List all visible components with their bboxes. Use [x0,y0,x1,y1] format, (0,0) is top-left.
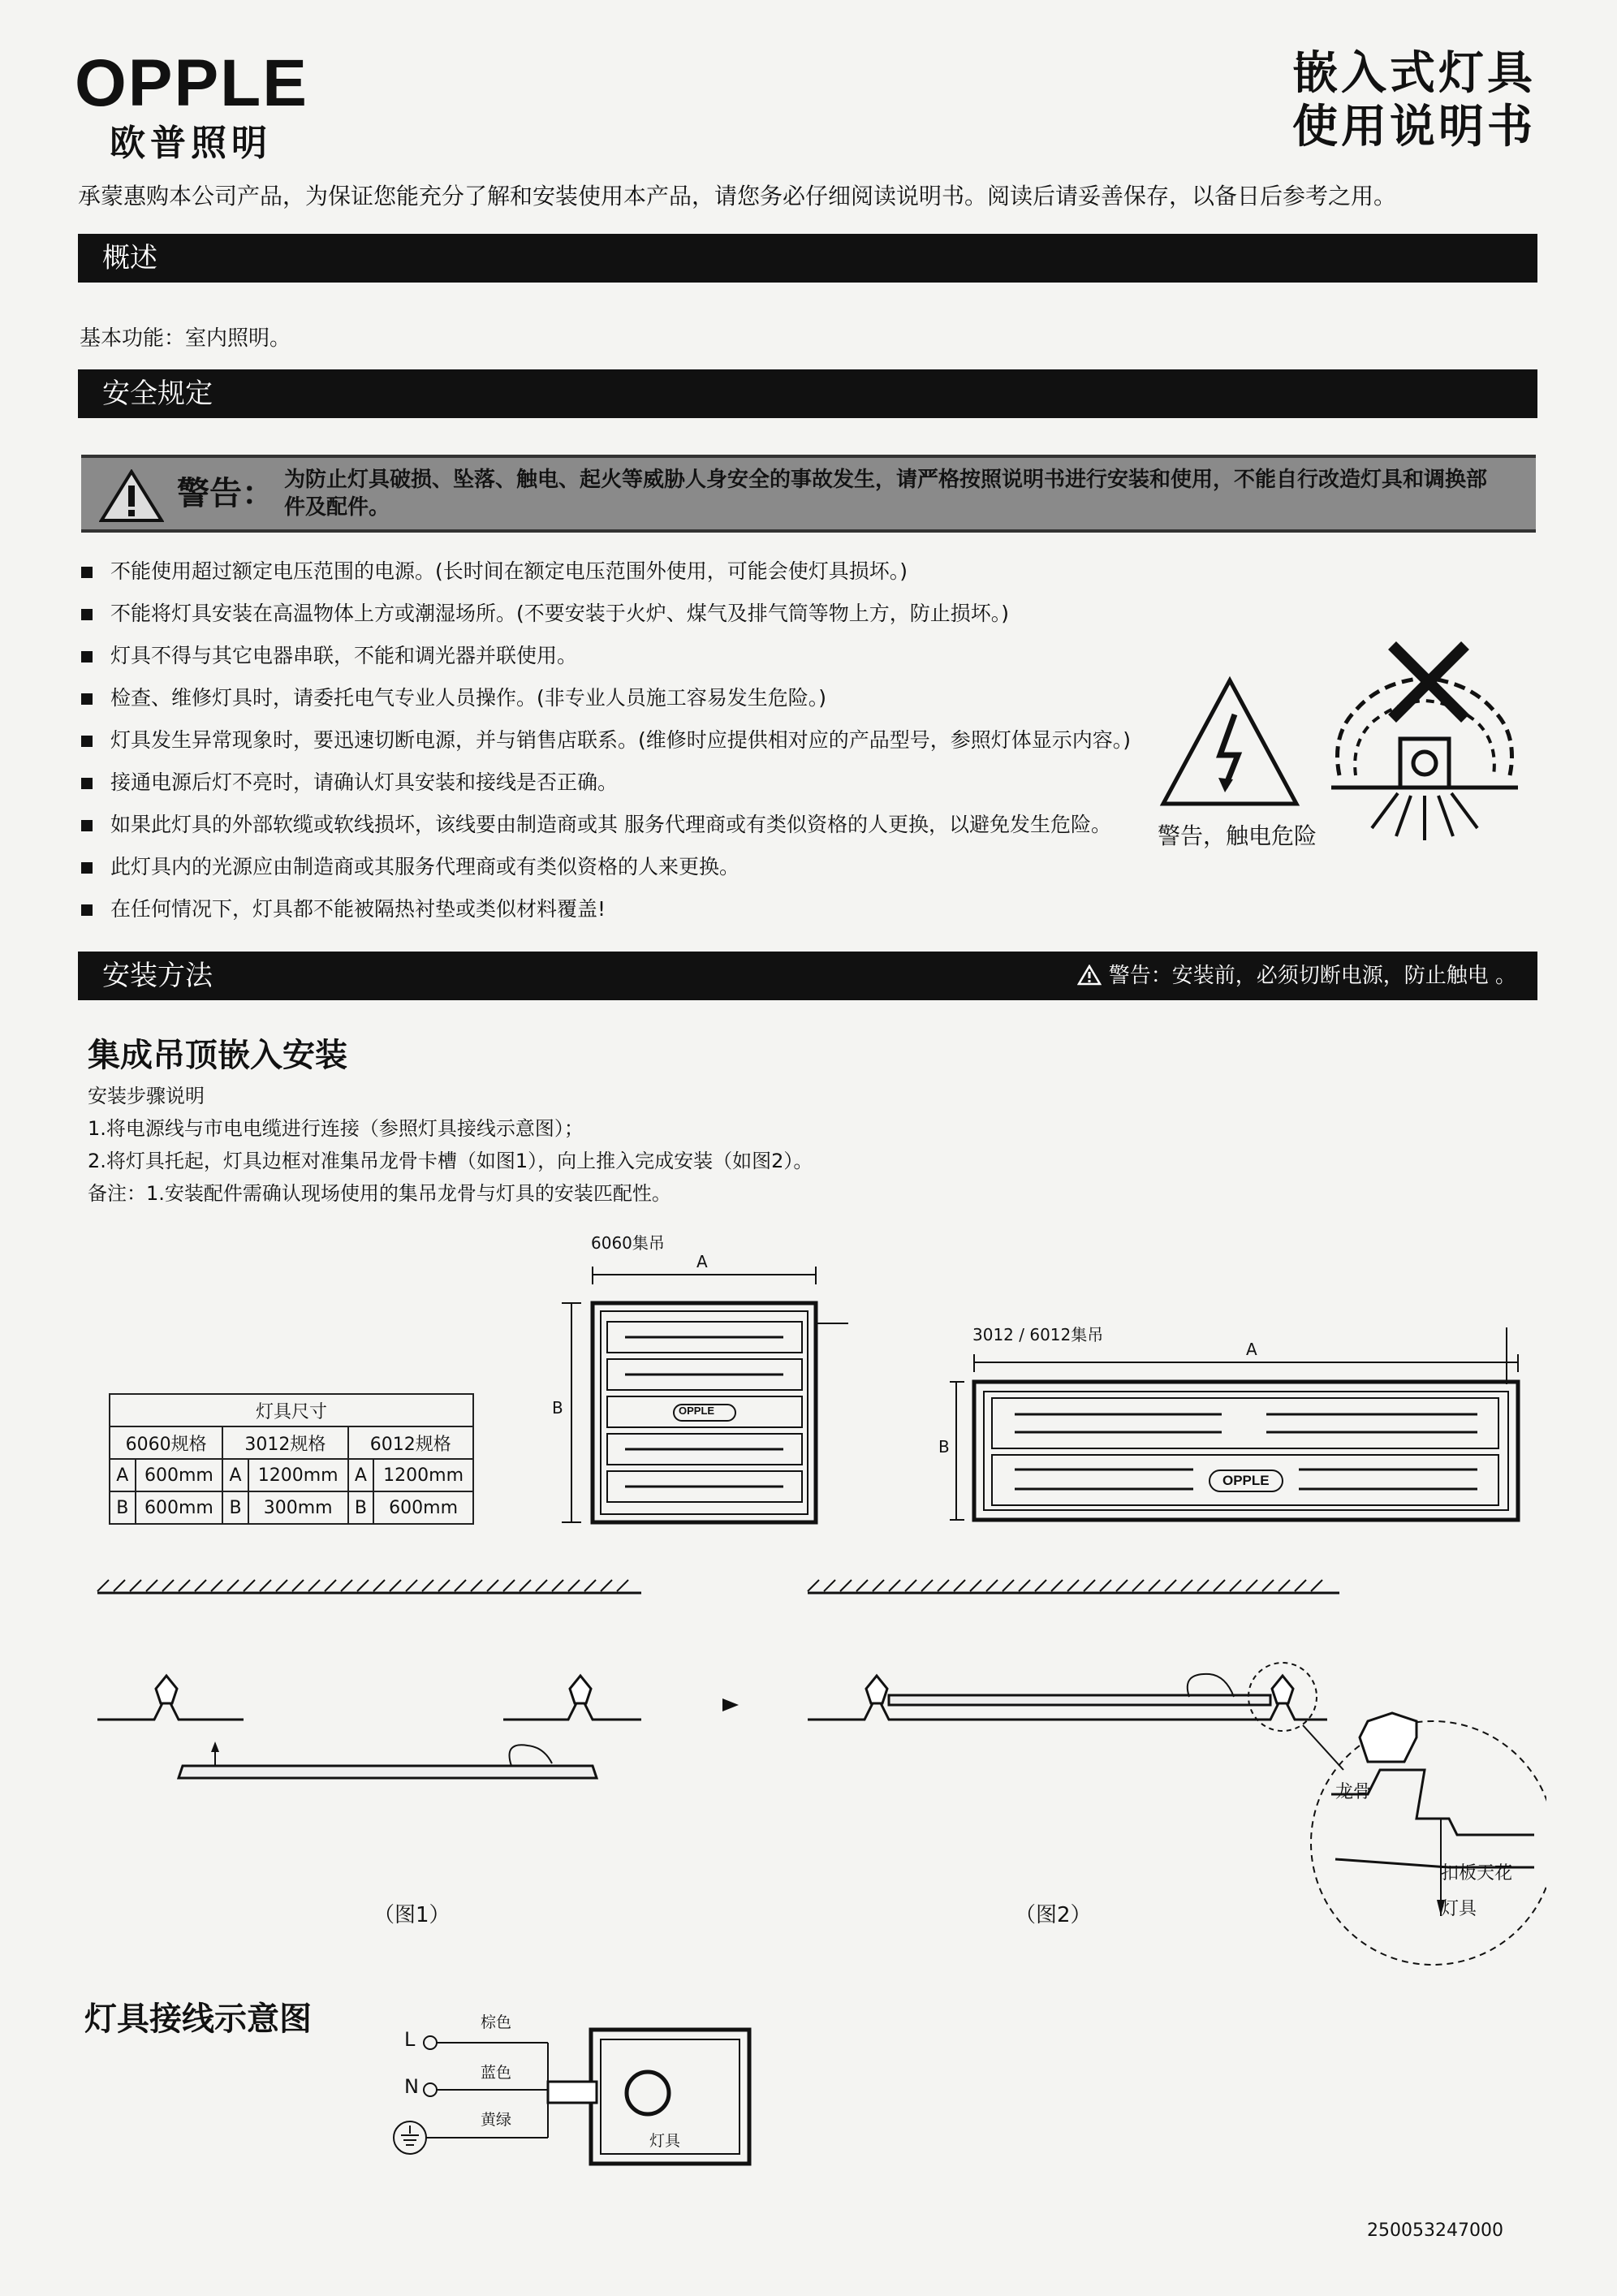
step-2: 2.将灯具托起，灯具边框对准集吊龙骨卡槽（如图1），向上推入完成安装（如图2）。 [88,1150,813,1172]
dim-a-label: A [1246,1340,1257,1359]
bullet-icon [81,651,93,662]
spec-table [109,1393,474,1525]
rule-item: 检查、维修灯具时，请委托电气专业人员操作。(非专业人员施工容易发生危险。) [81,682,826,711]
rule-item: 灯具不得与其它电器串联，不能和调光器并联使用。 [81,640,577,669]
figure-2-caption: （图2） [1015,1903,1092,1927]
wiring-L: L [404,2028,416,2051]
diagram-6060-label: 6060集吊 [591,1233,665,1253]
document-title [1292,47,1536,154]
rule-item: 灯具发生异常现象时，要迅速切断电源，并与销售店联系。(维修时应提供相对应的产品型号，参照灯体显示内容。) [81,724,1131,753]
warning-text: 为防止灯具破损、坠落、触电、起火等威胁人身安全的事故发生，请严格按照说明书进行安装和使用，不能自行改造灯具和调换部件及配件。 [284,468,1488,520]
lamp-label: 灯具 [649,2132,681,2150]
table-row: A 600mm A 1200mm A 1200mm [110,1459,473,1491]
wiring-heading: 灯具接线示意图 [84,2000,312,2038]
dim-b-label: B [938,1437,950,1457]
spec-table-title: 灯具尺寸 [110,1394,473,1426]
bullet-icon [81,778,93,789]
panel-logo-6060: OPPLE [679,1405,715,1417]
panel-logo-3012: OPPLE [1222,1473,1270,1488]
diagram-3012-label: 3012 / 6012集吊 [972,1325,1104,1344]
rule-item: 在任何情况下，灯具都不能被隔热衬垫或类似材料覆盖! [81,893,606,922]
title-line-1: 嵌入式灯具 [1292,47,1536,100]
panel-6060-diagram [560,1267,852,1534]
bullet-icon [81,862,93,874]
bullet-icon [81,904,93,916]
install-heading: 安装方法 [102,960,213,992]
steps-title: 安装步骤说明 [88,1085,205,1107]
electric-shock-icon [1157,674,1303,812]
install-subheading: 集成吊顶嵌入安装 [88,1037,347,1074]
warning-label: 警告： [177,475,274,512]
install-warning-note: 警告：安装前，必须切断电源，防止触电 。 [1077,952,1516,1000]
panel-3012-diagram [950,1323,1534,1543]
no-insulation-cover-icon [1323,637,1526,857]
intro-text: 承蒙惠购本公司产品，为保证您能充分了解和安装使用本产品，请您务必仔细阅读说明书。阅读后请妥善保存，以备日后参考之用。 [78,183,1397,209]
figure-2-diagram [800,1575,1546,1973]
install-steps [88,1080,813,1210]
table-row: B 600mm B 300mm B 600mm [110,1491,473,1524]
bullet-icon [81,567,93,578]
serial-number: 250053247000 [1367,2220,1503,2241]
bullet-icon [81,693,93,705]
rule-item: 不能使用超过额定电压范围的电源。(长时间在额定电压范围外使用，可能会使灯具损坏。) [81,555,908,585]
bullet-icon [81,820,93,831]
rule-item: 不能将灯具安装在高温物体上方或潮湿场所。(不要安装于火炉、煤气及排气筒等物上方，防止损坏。) [81,598,1009,627]
brand-logo-cn: 欧普照明 [110,123,272,164]
rule-item: 此灯具内的光源应由制造商或其服务代理商或有类似资格的人来更换。 [81,851,740,880]
dim-b-label: B [552,1398,563,1418]
step-1: 1.将电源线与市电电缆进行连接（参照灯具接线示意图）； [88,1117,584,1140]
wiring-diagram [382,2012,763,2174]
shock-caption: 警告，触电危险 [1158,822,1317,849]
overview-text: 基本功能：室内照明。 [80,326,291,351]
warning-triangle-icon [99,469,164,523]
rule-item: 如果此灯具的外部软缆或软线损坏，该线要由制造商或其 服务代理商或有类似资格的人更换，以避免发生危险。 [81,809,1111,838]
spec-header: 6012规格 [348,1426,473,1459]
callout-keel: 龙骨 [1335,1782,1372,1802]
title-line-2: 使用说明书 [1292,101,1536,153]
section-bar-overview: 概述 [78,234,1537,283]
wire-yellow-green-label: 黄绿 [481,2111,512,2129]
dim-a-label: A [696,1252,708,1271]
callout-lamp: 灯具 [1441,1899,1477,1919]
warning-triangle-icon [1077,965,1102,986]
rule-item: 接通电源后灯不亮时，请确认灯具安装和接线是否正确。 [81,766,618,796]
callout-ceiling: 扣板天花 [1441,1863,1513,1884]
brand-logo: OPPLE [75,46,308,120]
section-bar-install [78,952,1537,1000]
wire-blue-label: 蓝色 [481,2064,512,2082]
bullet-icon [81,609,93,620]
figure-1-caption: （图1） [373,1903,451,1927]
figure-1-diagram [89,1575,658,1802]
wire-brown-label: 棕色 [481,2013,512,2031]
bullet-icon [81,736,93,747]
section-bar-safety: 安全规定 [78,369,1537,418]
spec-header: 3012规格 [222,1426,347,1459]
spec-header: 6060规格 [110,1426,222,1459]
arrow-right-icon [721,1695,740,1715]
install-note: 备注：1.安装配件需确认现场使用的集吊龙骨与灯具的安装匹配性。 [88,1182,671,1205]
wiring-N: N [404,2075,419,2098]
warning-box [81,455,1536,533]
